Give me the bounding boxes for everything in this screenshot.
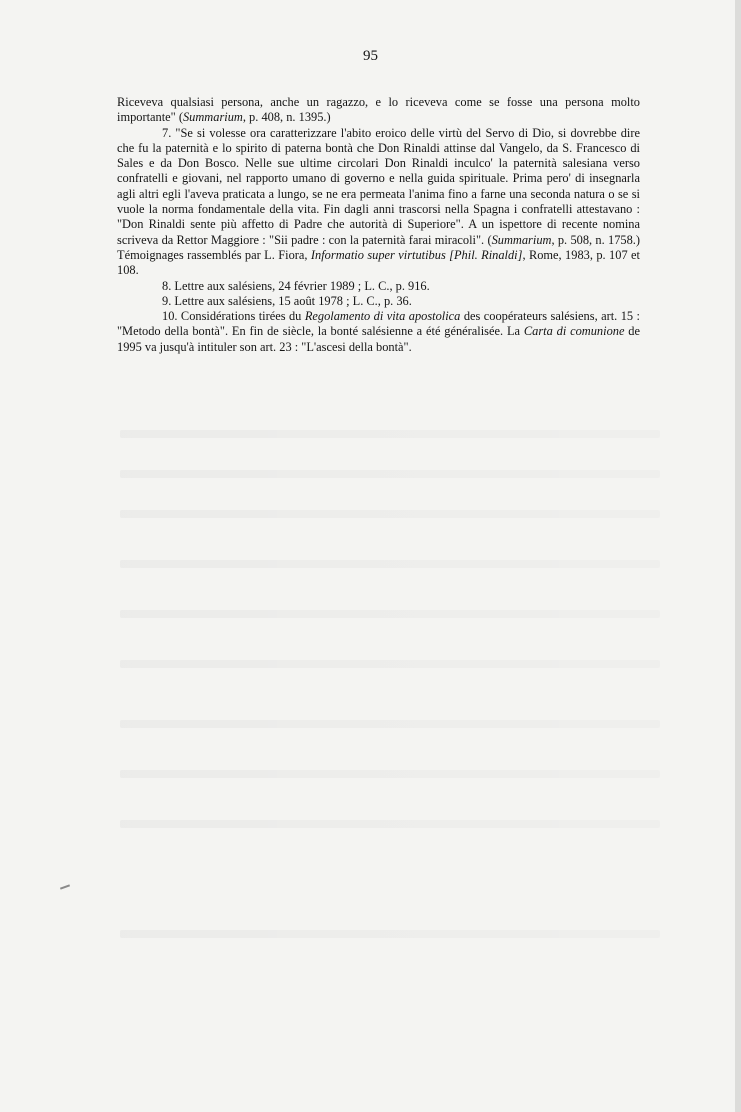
note-cont-text-b: , p. 408, n. 1395.)	[242, 110, 331, 125]
bleed-through-line	[120, 930, 660, 938]
note-10-italic-a: Regolamento di vita apostolica	[304, 309, 461, 324]
note-10-text-c: de 1995 va jusqu'à intituler son art. 23 : "L'ascesi della bontà".	[117, 324, 641, 354]
note-continuation	[117, 95, 640, 126]
scan-speck	[60, 884, 70, 889]
note-cont-text-a: Riceveva qualsiasi persona, anche un ragazzo, e lo riceveva come se fosse una persona molto importante" (	[117, 95, 640, 125]
bleed-through-line	[120, 770, 660, 778]
bleed-through-line	[120, 660, 660, 668]
bleed-through-line	[120, 820, 660, 828]
note-7-text-c: , Rome, 1983, p. 107 et 108.	[117, 247, 640, 278]
note-8: 8. Lettre aux salésiens, 24 février 1989 ; L. C., p. 916.	[162, 278, 430, 293]
note-7-italic-a: Summarium	[491, 232, 552, 247]
note-10-text-b: des coopérateurs salésiens, art. 15 : "Metodo della bontà". En fin de siècle, la bonté salésienne a été généralisée. La	[117, 309, 641, 339]
note-7-italic-b: Informatio super virtutibus [Phil. Rinaldi]	[310, 247, 523, 262]
note-10-italic-b: Carta di comunione	[523, 324, 625, 339]
bleed-through-line	[120, 470, 660, 478]
note-cont-italic: Summarium	[182, 110, 243, 125]
note-10	[117, 309, 640, 355]
endnotes-block	[117, 95, 640, 355]
note-7-text-b: , p. 508, n. 1758.) Témoignages rassemblés par L. Fiora,	[117, 232, 641, 262]
bleed-through-line	[120, 510, 660, 518]
bleed-through-line	[120, 720, 660, 728]
page-edge-shadow	[735, 0, 741, 1112]
note-10-text-a: 10. Considérations tirées du	[162, 309, 305, 324]
bleed-through-line	[120, 430, 660, 438]
page-number: 95	[363, 48, 378, 64]
note-7	[117, 126, 640, 279]
note-9: 9. Lettre aux salésiens, 15 août 1978 ; L. C., p. 36.	[162, 293, 412, 308]
note-7-text-a: 7. "Se si volesse ora caratterizzare l'abito eroico delle virtù del Servo di Dio, si dovrebbe dire che fu la paternità e lo spirito di paterna bontà che Don Rinaldi attinse dal Vangelo, da S. Francesco di Sales e da Don Bosco. Nelle sue ultime circolari Don Rinaldi inculco' la paternità salesiana verso confratelli e giovani, nel rapporto umano di governo e nella guida spirituale. Prima pero' di insegnarla agli altri egli l'aveva praticata a lungo, se ne era permeata l'anima fino a farne una seconda natura o se si vuole la norma fondamentale della vita. Fin dagli anni trascorsi nella Spagna i confratelli attestavano : "Don Rinaldi sente più affetto di Padre che autorità di Superiore". A un ispettore di recente nomina scriveva da Rettor Maggiore : "Sii padre : con la paternità farai miracoli". (	[117, 125, 640, 247]
bleed-through-line	[120, 610, 660, 618]
bleed-through-line	[120, 560, 660, 568]
